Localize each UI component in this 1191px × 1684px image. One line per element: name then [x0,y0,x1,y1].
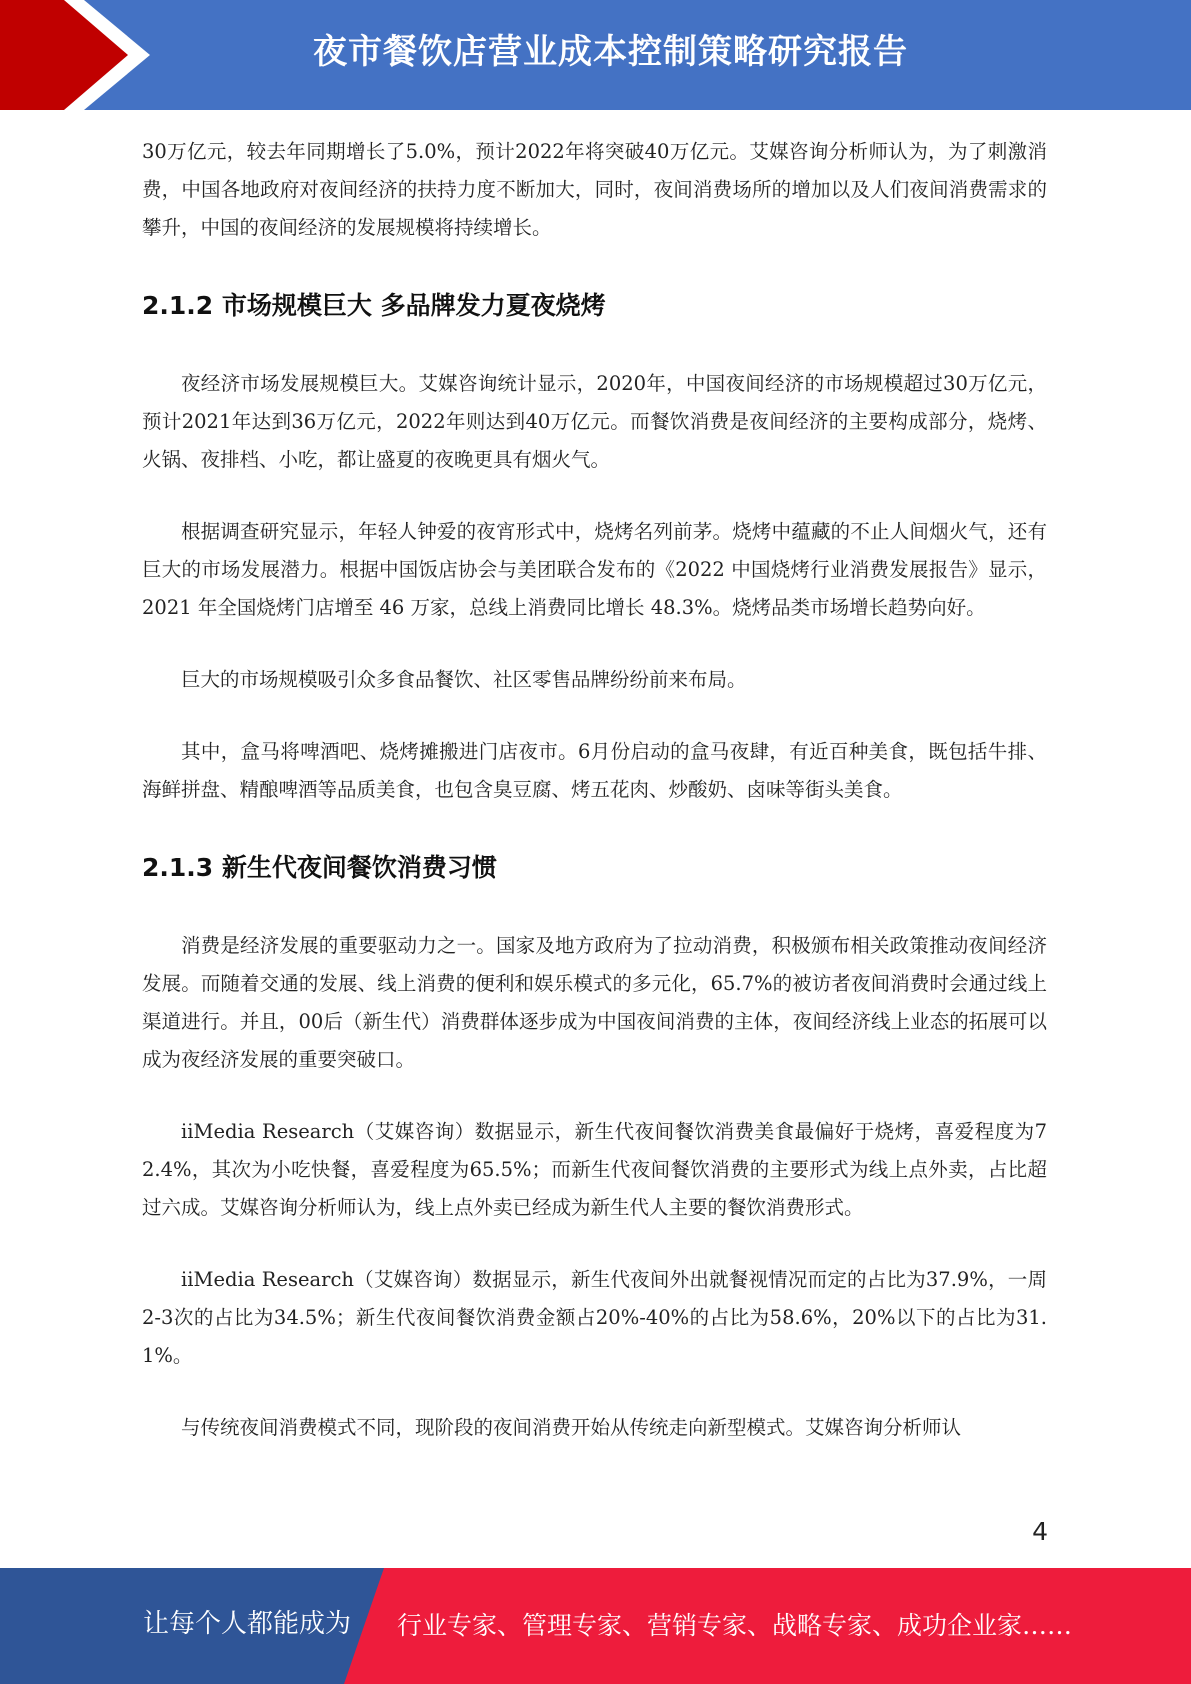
paragraph-intro: 30万亿元，较去年同期增长了5.0%，预计2022年将突破40万亿元。艾媒咨询分析师认为，为了刺激消费，中国各地政府对夜间经济的扶持力度不断加大，同时，夜间消费场所的增加以及人们夜间消费需求的攀升，中国的夜间经济的发展规模将持续增长。 [142,140,1047,239]
section-heading-2-1-2: 2.1.2 市场规模巨大 多品牌发力夏夜烧烤 [142,291,606,320]
paragraph-food-preference: iiMedia Research（艾媒咨询）数据显示，新生代夜间餐饮消费美食最偏好于烧烤，喜爱程度为72.4%，其次为小吃快餐，喜爱程度为65.5%；而新生代夜间餐饮消费的主要形式为线上点外卖，占比超过六成。艾媒咨询分析师认为，线上点外卖已经成为新生代人主要的餐饮消费形式。 [142,1120,1047,1219]
page-header [0,0,1191,110]
paragraph-new-mode: 与传统夜间消费模式不同，现阶段的夜间消费开始从传统走向新型模式。艾媒咨询分析师认 [181,1416,962,1439]
paragraph-consumption-driver: 消费是经济发展的重要驱动力之一。国家及地方政府为了拉动消费，积极颁布相关政策推动夜间经济发展。而随着交通的发展、线上消费的便利和娱乐模式的多元化，65.7%的被访者夜间消费时会通过线上渠道进行。并且，00后（新生代）消费群体逐步成为中国夜间消费的主体，夜间经济线上业态的拓展可以成为夜经济发展的重要突破口。 [142,934,1047,1071]
section-heading-2-1-3: 2.1.3 新生代夜间餐饮消费习惯 [142,853,497,882]
paragraph-market-scale: 夜经济市场发展规模巨大。艾媒咨询统计显示，2020年，中国夜间经济的市场规模超过30万亿元，预计2021年达到36万亿元，2022年则达到40万亿元。而餐饮消费是夜间经济的主要构成部分，烧烤、火锅、夜排档、小吃，都让盛夏的夜晚更具有烟火气。 [142,372,1047,471]
paragraph-hema-night-market: 其中，盒马将啤酒吧、烧烤摊搬进门店夜市。6月份启动的盒马夜肆，有近百种美食，既包括牛排、海鲜拼盘、精酿啤酒等品质美食，也包含臭豆腐、烤五花肉、炒酸奶、卤味等街头美食。 [142,740,1047,801]
document-body [142,133,1047,1447]
document-title: 夜市餐饮店营业成本控制策略研究报告 [313,32,908,72]
paragraph-dining-frequency: iiMedia Research（艾媒咨询）数据显示，新生代夜间外出就餐视情况而定的占比为37.9%，一周2-3次的占比为34.5%；新生代夜间餐饮消费金额占20%-40%的占比为58.6%，20%以下的占比为31.1%。 [142,1268,1047,1367]
page-footer [0,1568,1191,1684]
paragraph-brands-layout: 巨大的市场规模吸引众多食品餐饮、社区零售品牌纷纷前来布局。 [181,668,747,691]
footer-slogan-right: 行业专家、管理专家、营销专家、战略专家、成功企业家…… [397,1611,1073,1640]
footer-slogan-left: 让每个人都能成为 [143,1609,352,1639]
page-number: 4 [1032,1517,1048,1546]
paragraph-bbq-research: 根据调查研究显示，年轻人钟爱的夜宵形式中，烧烤名列前茅。烧烤中蕴藏的不止人间烟火气，还有巨大的市场发展潜力。根据中国饭店协会与美团联合发布的《2022 中国烧烤行业消费发展报告》显示，2021 年全国烧烤门店增至 46 万家，总线上消费同比增长 48.3%。烧烤品类市场增长趋势向好。 [142,520,1047,619]
